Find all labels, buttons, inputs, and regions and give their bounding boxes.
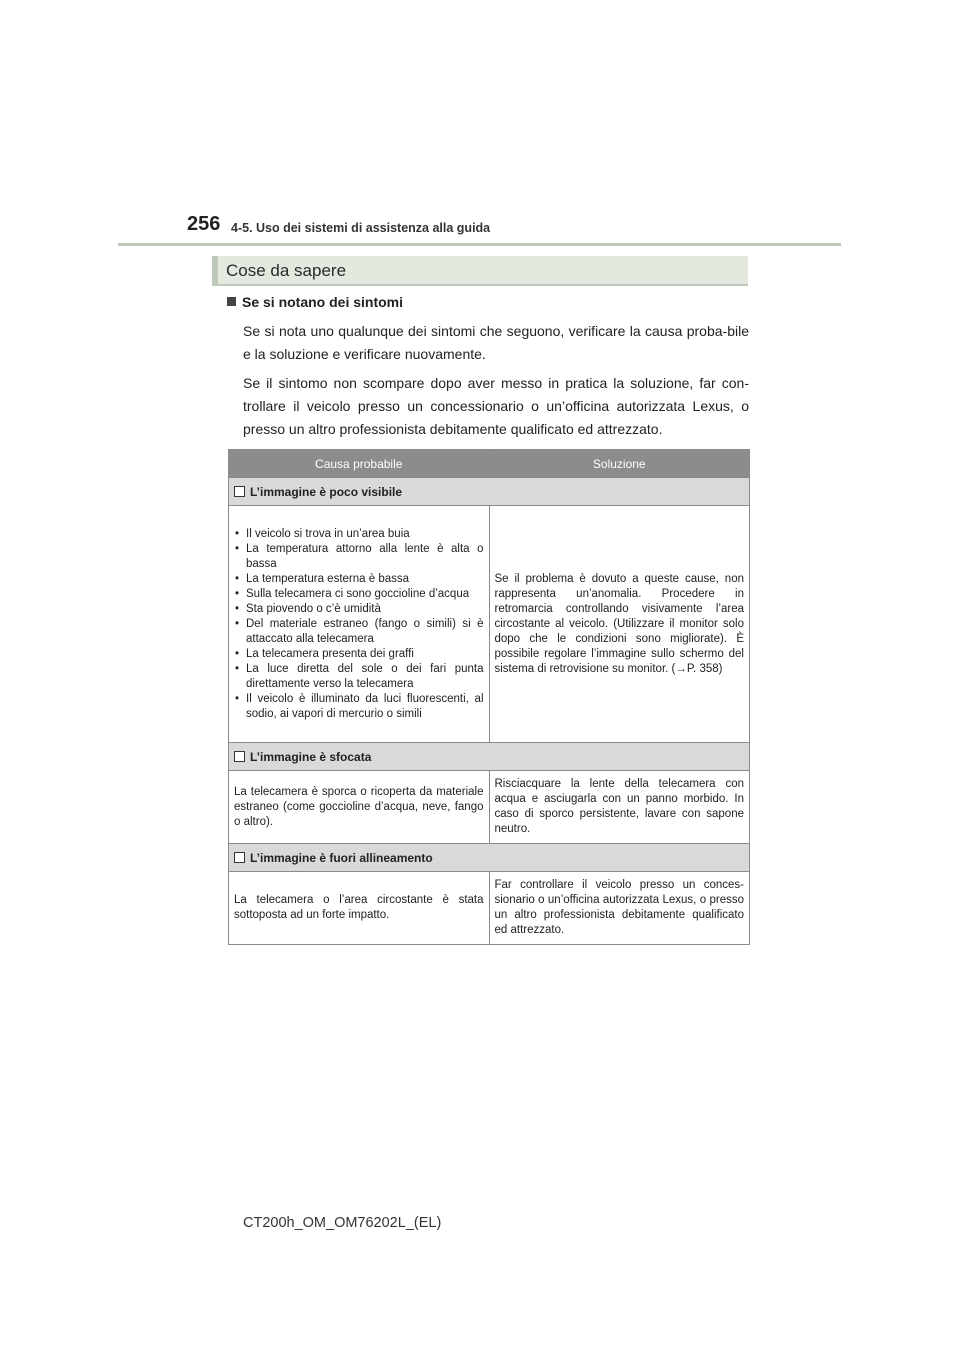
list-item: • La luce diretta del sole o dei fari punta direttamente verso la telecamera xyxy=(234,662,484,692)
troubleshooting-table xyxy=(228,449,750,945)
table-row xyxy=(229,771,750,844)
column-header-solution: Soluzione xyxy=(489,450,750,478)
header-rule xyxy=(118,243,841,246)
cause-list xyxy=(234,527,484,722)
intro-paragraph-2: Se il sintomo non scompare dopo aver messo in pratica la soluzione, far con-trollare il veicolo presso un concessionario o un’officina autorizzata Lexus, o presso un altro professionista debitamente qualificato ed attrezzato. xyxy=(243,375,749,437)
cause-cell: La telecamera è sporca o ricoperta da materiale estraneo (come goccioline d’acqua, neve, fango o altro). xyxy=(229,771,490,844)
list-item: • La temperatura attorno alla lente è alta o bassa xyxy=(234,542,484,572)
checkbox-icon xyxy=(234,852,245,863)
subheading-text: Se si notano dei sintomi xyxy=(242,294,404,310)
table-row xyxy=(229,506,750,743)
list-item: • Il veicolo si trova in un’area buia xyxy=(234,527,484,542)
solution-cell: Far controllare il veicolo presso un conces-sionario o un’officina autorizzata Lexus, o presso un altro professionista debitamente qualificato ed attrezzato. xyxy=(489,872,750,945)
category-title: L’immagine è poco visibile xyxy=(250,484,403,499)
category-title: L’immagine è fuori allineamento xyxy=(250,850,433,865)
list-item: • La temperatura esterna è bassa xyxy=(234,572,484,587)
column-header-cause: Causa probabile xyxy=(229,450,490,478)
checkbox-icon xyxy=(234,486,245,497)
info-box-title: Cose da sapere xyxy=(212,256,748,286)
subheading xyxy=(227,294,403,310)
section-title: 4-5. Uso dei sistemi di assistenza alla guida xyxy=(231,221,491,235)
checkbox-icon xyxy=(234,751,245,762)
list-item: • Sta piovendo o c’è umidità xyxy=(234,602,484,617)
list-item: • Sulla telecamera ci sono goccioline d’acqua xyxy=(234,587,484,602)
page-number: 256 xyxy=(187,213,221,235)
cause-cell xyxy=(229,506,490,743)
list-item: • Del materiale estraneo (fango o simili) si è attaccato alla telecamera xyxy=(234,617,484,647)
cause-cell: La telecamera o l’area circostante è stata sottoposta ad un forte impatto. xyxy=(229,872,490,945)
table-header-row xyxy=(229,450,750,478)
list-item: • La telecamera presenta dei graffi xyxy=(234,647,484,662)
table-category-row xyxy=(229,743,750,771)
footer-doc-code: CT200h_OM_OM76202L_(EL) xyxy=(243,1215,442,1231)
solution-cell: Se il problema è dovuto a queste cause, non rappresenta un’anomalia. Procedere in retromarcia controllando visivamente l’area circostante al veicolo. (Utilizzare il monitor solo dopo che le condizioni sono migliorate). È possibile regolare l’immagine sullo schermo del sistema di retrovisione su monitor. (→P. 358) xyxy=(489,506,750,743)
table-row xyxy=(229,872,750,945)
list-item: • Il veicolo è illuminato da luci fluorescenti, al sodio, ai vapori di mercurio o simili xyxy=(234,692,484,722)
intro-paragraph-1: Se si nota uno qualunque dei sintomi che seguono, verificare la causa proba-bile e la soluzione e verificare nuovamente. xyxy=(243,323,749,362)
table-category-row xyxy=(229,844,750,872)
table-category-row xyxy=(229,478,750,506)
solution-cell: Risciacquare la lente della telecamera con acqua e asciugarla con un panno morbido. In caso di sporco persistente, lavare con sapone neutro. xyxy=(489,771,750,844)
square-bullet-icon xyxy=(227,297,236,306)
category-title: L’immagine è sfocata xyxy=(250,749,372,764)
